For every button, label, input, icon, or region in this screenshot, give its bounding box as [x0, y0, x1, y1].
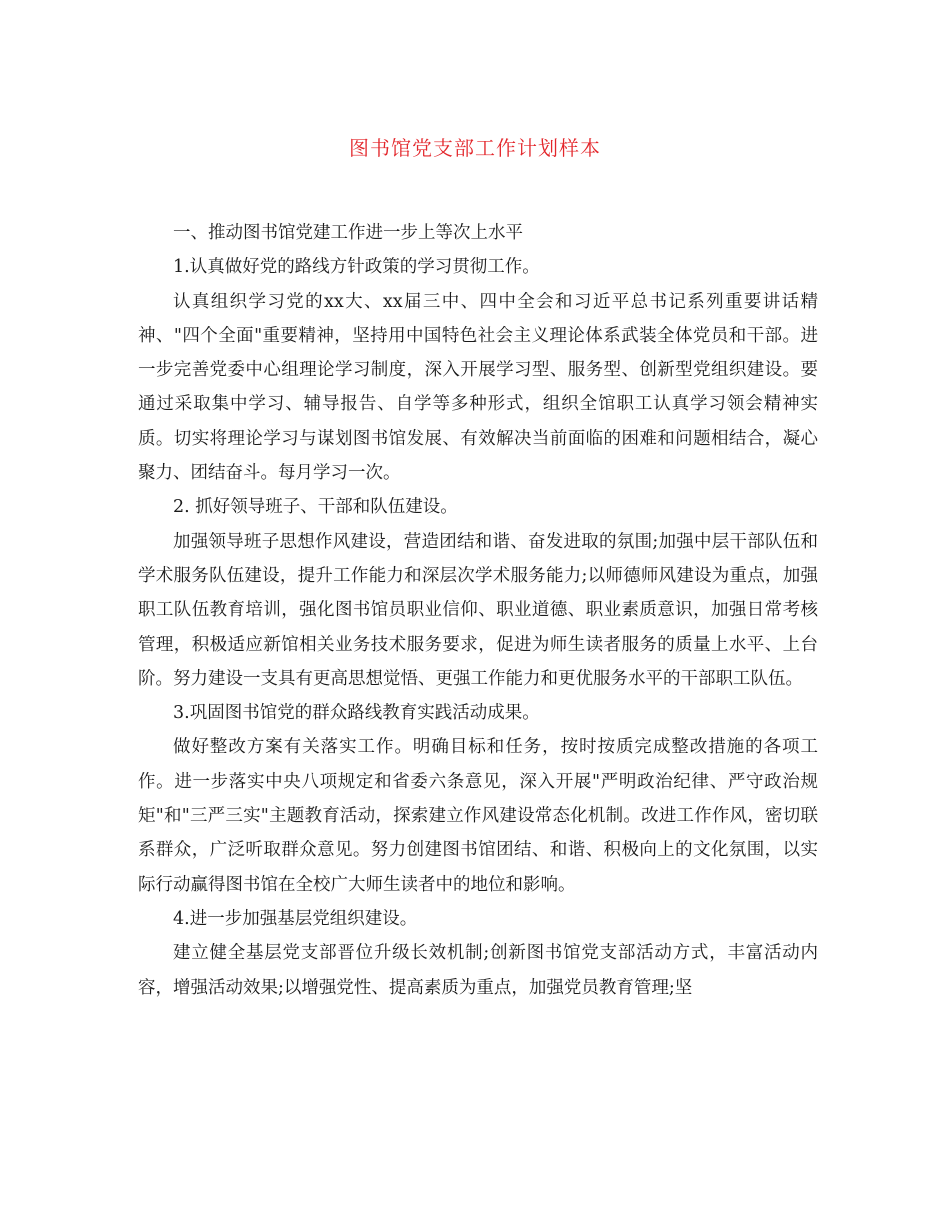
document-body [138, 216, 818, 1005]
item-heading: 1.认真做好党的路线方针政策的学习贯彻工作。 [173, 257, 540, 278]
paragraph: 加强领导班子思想作风建设，营造团结和谐、奋发进取的氛围;加强中层干部队伍和学术服务队伍建设，提升工作能力和深层次学术服务能力;以师德师风建设为重点，加强职工队伍教育培训，强化图书馆员职业信仰、职业道德、职业素质意识，加强日常考核管理，积极适应新馆相关业务技术服务要求，促进为师生读者服务的质量上水平、上台阶。努力建设一支具有更高思想觉悟、更强工作能力和更优服务水平的干部职工队伍。 [138, 531, 818, 689]
item-heading: 4.进一步加强基层党组织建设。 [173, 908, 418, 929]
section-heading: 一、推动图书馆党建工作进一步上等次上水平 [173, 223, 523, 243]
item-heading: 2. 抓好领导班子、干部和队伍建设。 [173, 497, 458, 518]
paragraph: 认真组织学习党的xx大、xx届三中、四中全会和习近平总书记系列重要讲话精神、"四个全面"重要精神，坚持用中国特色社会主义理论体系武装全体党员和干部。进一步完善党委中心组理论学习制度，深入开展学习型、服务型、创新型党组织建设。要通过采取集中学习、辅导报告、自学等多种形式，组织全馆职工认真学习领会精神实质。切实将理论学习与谋划图书馆发展、有效解决当前面临的困难和问题相结合，凝心聚力、团结奋斗。每月学习一次。 [138, 291, 818, 484]
item-heading: 3.巩固图书馆党的群众路线教育实践活动成果。 [173, 703, 540, 724]
document-title: 图书馆党支部工作计划样本 [349, 136, 601, 160]
paragraph: 建立健全基层党支部晋位升级长效机制;创新图书馆党支部活动方式，丰富活动内容，增强活动效果;以增强党性、提高素质为重点，加强党员教育管理;坚 [138, 943, 818, 998]
paragraph: 做好整改方案有关落实工作。明确目标和任务，按时按质完成整改措施的各项工作。进一步落实中央八项规定和省委六条意见，深入开展"严明政治纪律、严守政治规矩"和"三严三实"主题教育活动，探索建立作风建设常态化机制。改进工作作风，密切联系群众，广泛听取群众意见。努力创建图书馆团结、和谐、积极向上的文化氛围，以实际行动赢得图书馆在全校广大师生读者中的地位和影响。 [138, 737, 818, 895]
